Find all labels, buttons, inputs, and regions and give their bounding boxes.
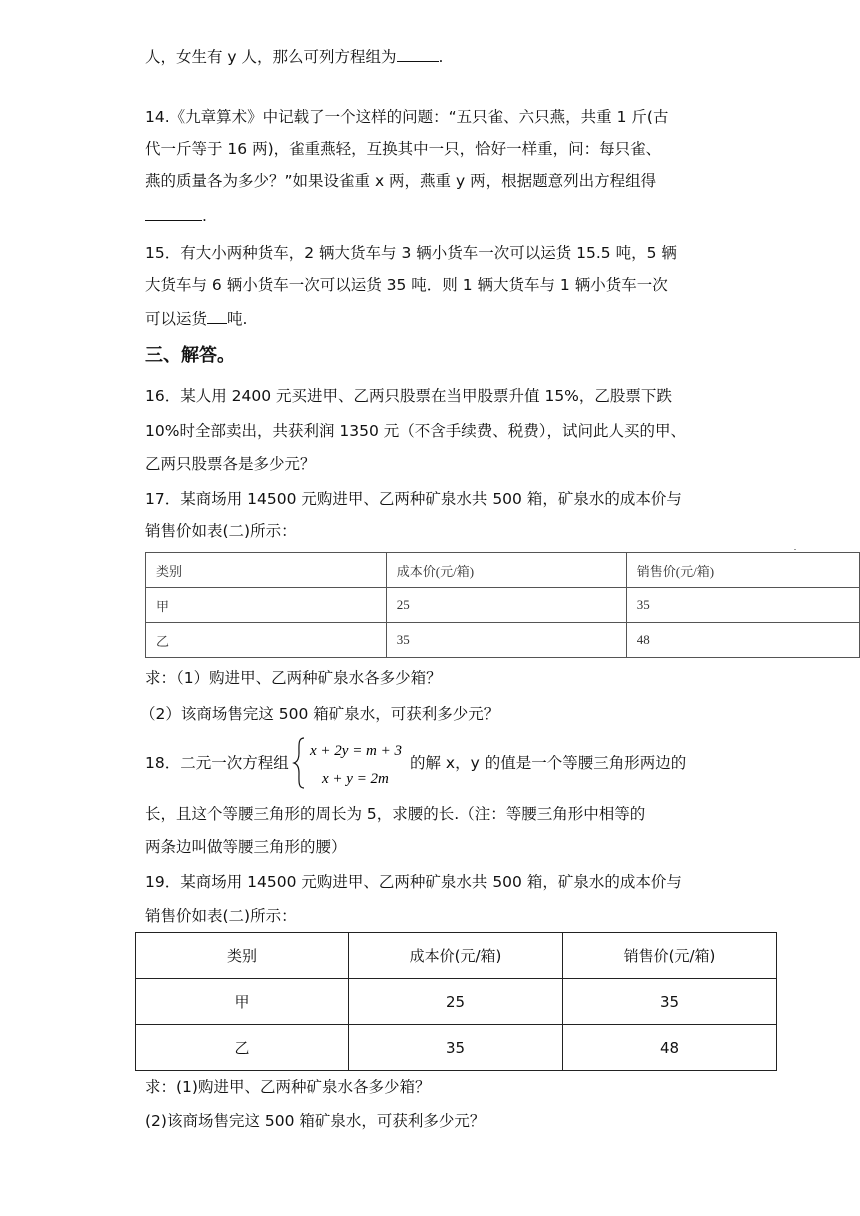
left-brace [294,738,304,788]
table-cell: 甲 [136,979,349,1025]
price-table-2 [135,932,777,1071]
table-header-cell: 销售价(元/箱) [626,553,859,588]
answer-blank[interactable] [145,204,202,221]
q16-line-2: 10%时全部卖出，共获利润 1350 元（不含手续费、税费），试问此人买的甲、 [145,422,687,440]
q14-line-2: 代一斤等于 16 两)，雀重燕轻，互换其中一只，恰好一样重，问：每只雀、 [145,140,662,158]
q17-line-2: 销售价如表(二)所示： [145,522,297,540]
table-row [146,623,860,658]
q18-line-1-end: 的解 x，y 的值是一个等腰三角形两边的 [410,754,687,772]
price-table-1 [145,552,860,658]
q14-line-1: 14.《九章算术》中记载了一个这样的问题：“五只雀、六只燕，共重 1 斤(古 [145,108,669,126]
q18-line-3: 两条边叫做等腰三角形的腰） [145,838,347,856]
table-row [136,979,777,1025]
q16-line-1: 16．某人用 2400 元买进甲、乙两只股票在当甲股票升值 15%，乙股票下跌 [145,387,672,405]
table-row [136,1025,777,1071]
q15-text: 可以运货 [145,310,208,328]
table-cell: 甲 [146,588,387,623]
q13-period: . [438,48,444,66]
q17-question-1: 求：（1）购进甲、乙两种矿泉水各多少箱？ [145,669,442,687]
q19-line-2: 销售价如表(二)所示： [145,907,297,925]
q14-line-4 [145,204,207,227]
table-cell: 35 [349,1025,563,1071]
table-cell: 乙 [146,623,387,658]
q14-period: . [202,207,207,225]
q19-question-1: 求：(1)购进甲、乙两种矿泉水各多少箱？ [145,1078,431,1096]
equation-2: x + y = 2m [322,771,389,787]
q15-line-1: 15．有大小两种货车，2 辆大货车与 3 辆小货车一次可以运货 15.5 吨，5 辆 [145,244,677,262]
q18-text: 18．二元一次方程组 [145,754,289,772]
q19-question-2: (2)该商场售完这 500 箱矿泉水，可获利多少元？ [145,1112,486,1130]
table-header-row [146,553,860,588]
table-header-cell: 销售价(元/箱) [563,933,777,979]
section-heading: 三、解答。 [145,345,235,366]
table-cell: 48 [563,1025,777,1071]
equation-1: x + 2y = m + 3 [310,743,403,759]
table-header-cell: 成本价(元/箱) [349,933,563,979]
answer-blank[interactable] [207,307,227,324]
table-header-row [136,933,777,979]
q13-text: 人，女生有 y 人，那么可列方程组为 [145,48,397,66]
q18-line-1 [145,752,289,774]
q16-line-3: 乙两只股票各是多少元？ [145,455,316,473]
q15-line-3 [145,307,247,330]
q17-line-1: 17．某商场用 14500 元购进甲、乙两种矿泉水共 500 箱，矿泉水的成本价与 [145,490,682,508]
q19-line-1: 19．某商场用 14500 元购进甲、乙两种矿泉水共 500 箱，矿泉水的成本价与 [145,873,682,891]
table-header-cell: 类别 [146,553,387,588]
scan-mark [794,549,796,550]
q14-line-3: 燕的质量各为多少？”如果设雀重 x 两，燕重 y 两，根据题意列出方程组得 [145,172,657,190]
table-cell: 25 [386,588,626,623]
table-header-cell: 成本价(元/箱) [386,553,626,588]
answer-blank[interactable] [397,45,439,62]
table-row [146,588,860,623]
q13-tail-line [145,45,443,68]
table-cell: 35 [563,979,777,1025]
q18-line-2: 长，且这个等腰三角形的周长为 5，求腰的长.（注：等腰三角形中相等的 [145,805,646,823]
table-cell: 48 [626,623,859,658]
equation-system [292,735,412,791]
table-cell: 乙 [136,1025,349,1071]
q17-question-2: （2）该商场售完这 500 箱矿泉水，可获利多少元？ [140,705,500,723]
table-cell: 35 [386,623,626,658]
table-header-cell: 类别 [136,933,349,979]
table-cell: 35 [626,588,859,623]
table-cell: 25 [349,979,563,1025]
q15-line-2: 大货车与 6 辆小货车一次可以运货 35 吨．则 1 辆大货车与 1 辆小货车一次 [145,276,668,294]
q15-unit: 吨. [227,310,248,328]
